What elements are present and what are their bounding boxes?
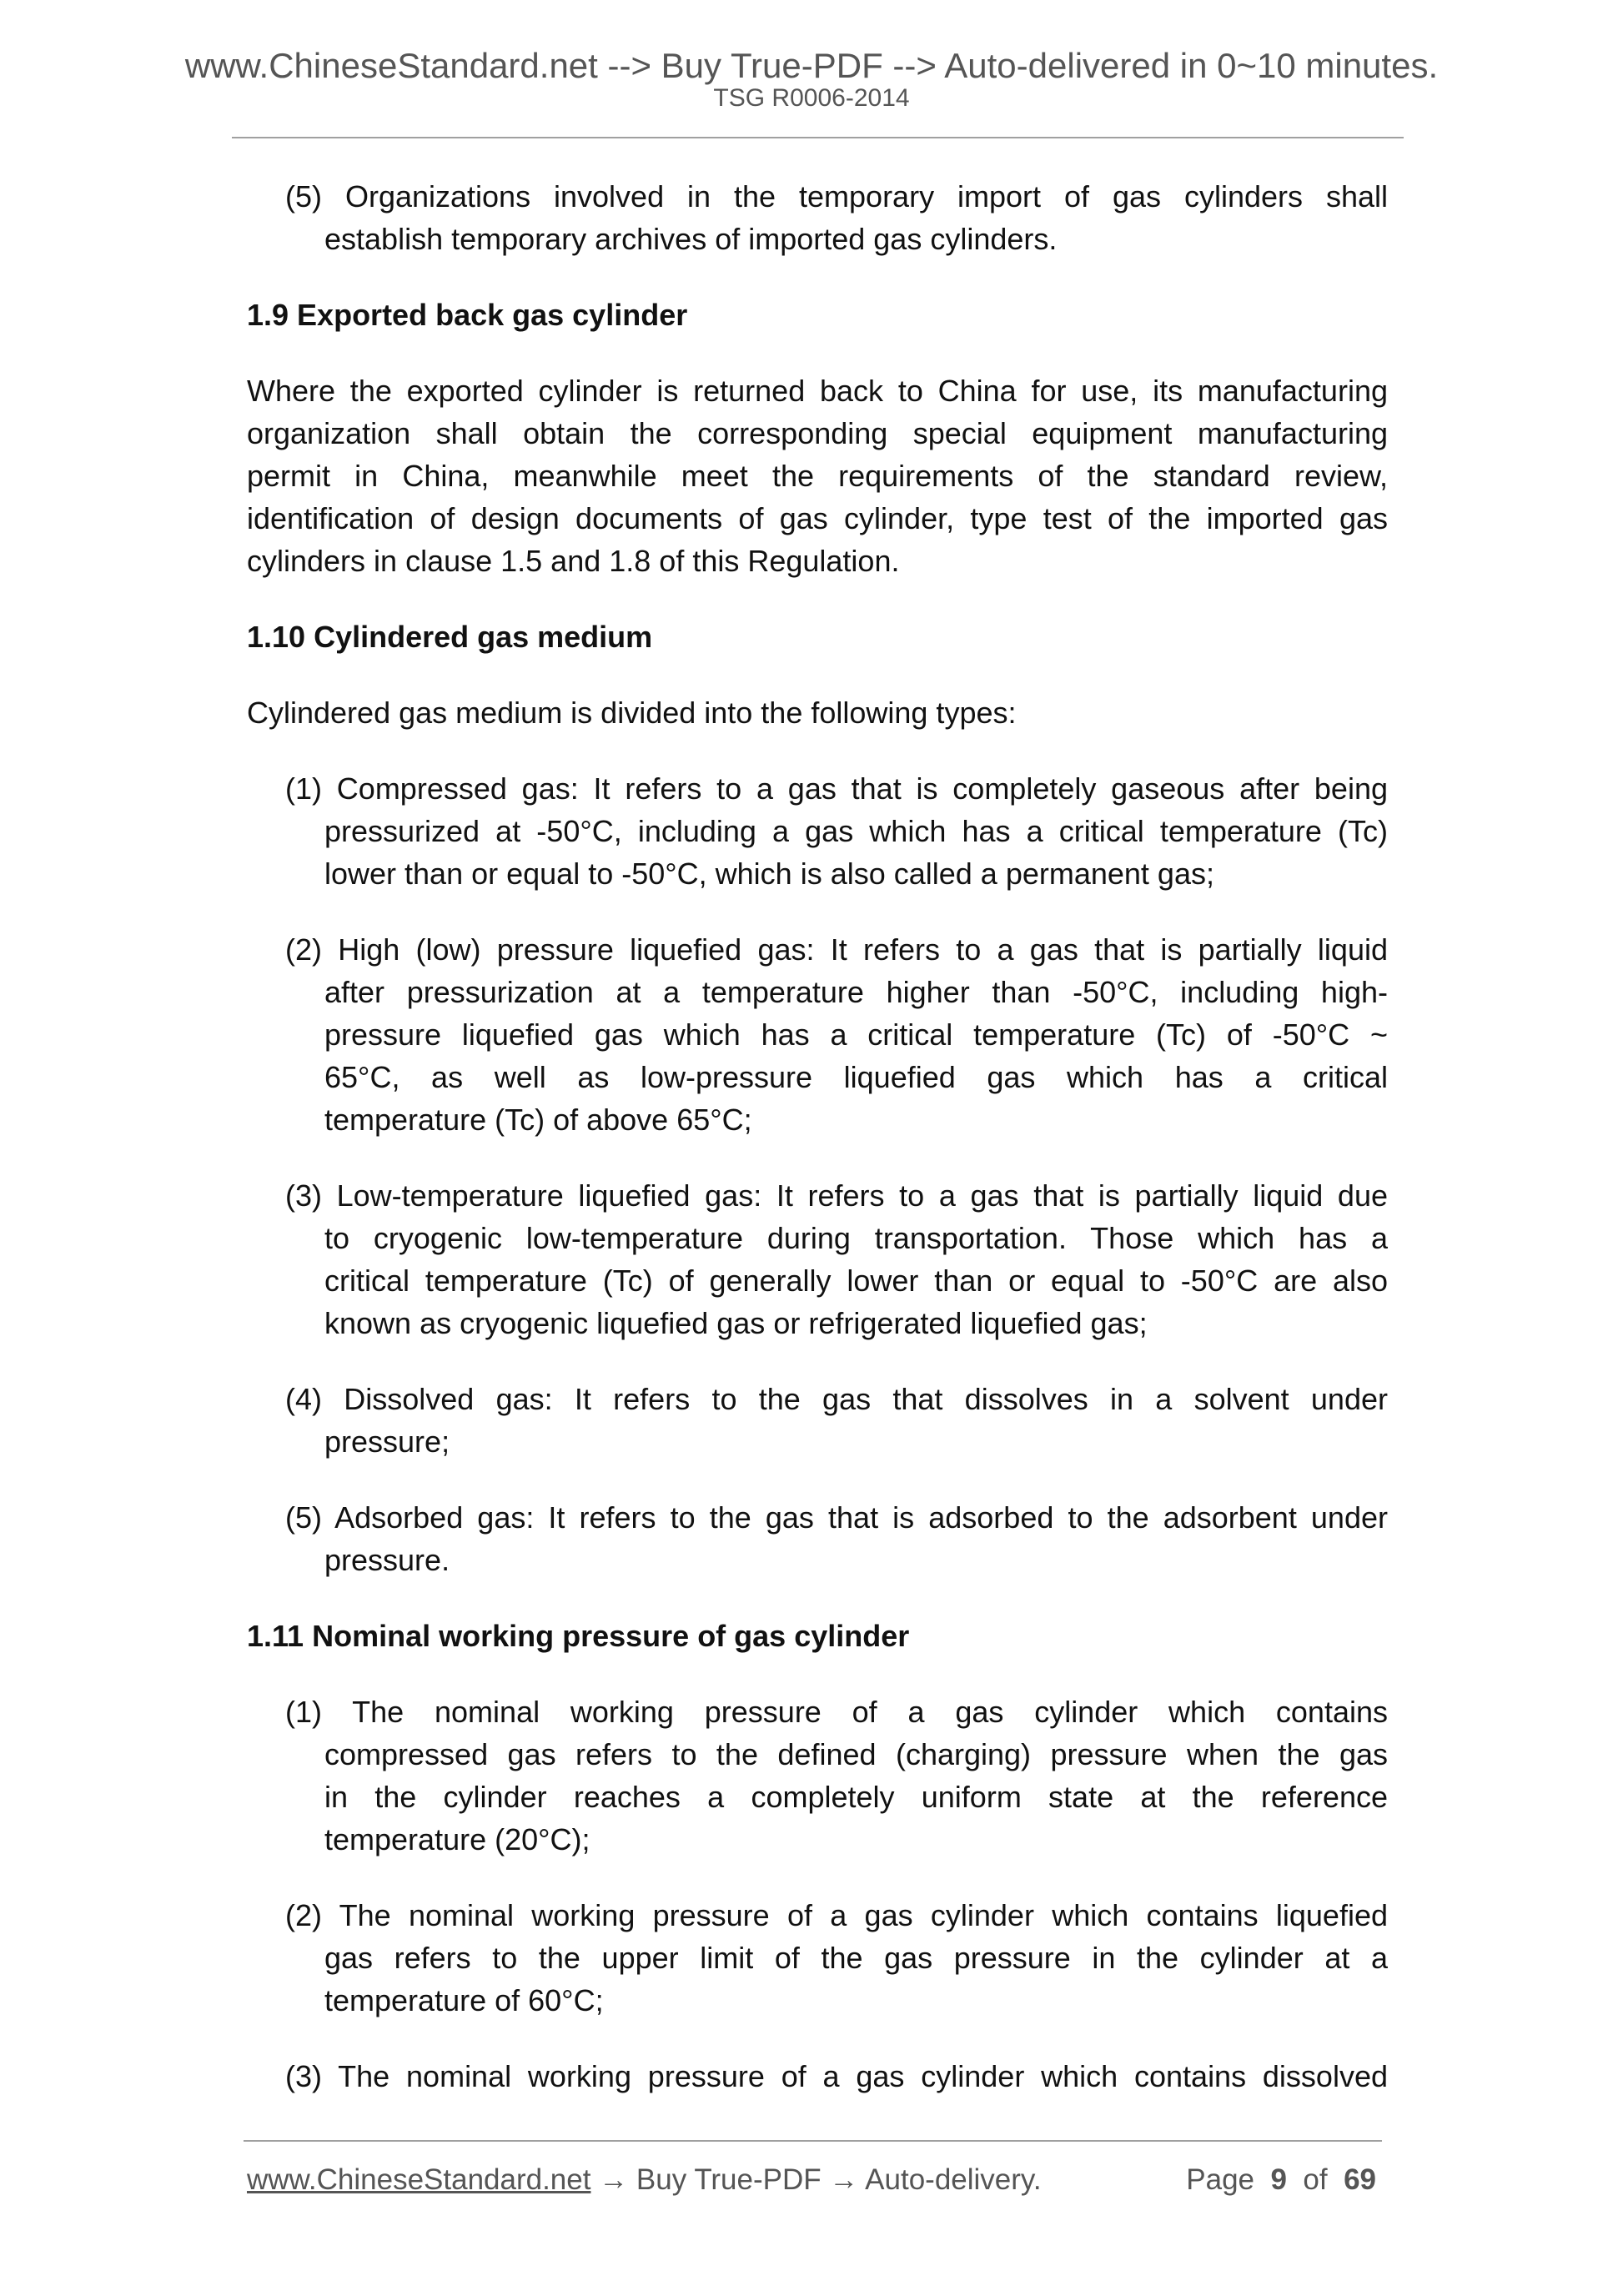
page-number: 9 (1270, 2163, 1287, 2196)
page-label: Page (1186, 2163, 1255, 2196)
text-line: to cryogenic low-temperature during transportation. Those which has a (324, 1221, 1388, 1255)
document-id: TSG R0006-2014 (713, 84, 910, 112)
text-line: compressed gas refers to the defined (charging) pressure when the gas (324, 1737, 1388, 1771)
text-line: lower than or equal to -50°C, which is also called a permanent gas; (324, 857, 1214, 891)
paragraph (247, 369, 1388, 582)
text-line: (3) The nominal working pressure of a gas cylinder which contains dissolved (285, 2059, 1388, 2093)
list-item (247, 1496, 1388, 1581)
list-item (247, 767, 1388, 895)
text-line: temperature (Tc) of above 65°C; (324, 1103, 752, 1137)
text-line: pressure. (324, 1543, 450, 1577)
text-line: temperature of 60°C; (324, 1983, 604, 2017)
text-line: after pressurization at a temperature higher than -50°C, including high- (324, 975, 1388, 1009)
list-item (247, 2055, 1388, 2098)
list-item (247, 1894, 1388, 2022)
text-line: establish temporary archives of imported gas cylinders. (324, 222, 1058, 256)
text-line: (2) The nominal working pressure of a gas cylinder which contains liquefied (285, 1898, 1388, 1932)
text-line: pressure; (324, 1424, 450, 1459)
page-indicator (1186, 2162, 1376, 2198)
text-line: in the cylinder reaches a completely uniform state at the reference (324, 1780, 1388, 1814)
list-item (247, 1691, 1388, 1861)
text-line: known as cryogenic liquefied gas or refrigerated liquefied gas; (324, 1306, 1148, 1340)
list-item (247, 175, 1388, 260)
text-line: (4) Dissolved gas: It refers to the gas that dissolves in a solvent under (285, 1382, 1388, 1416)
text-line: critical temperature (Tc) of generally lower than or equal to -50°C are also (324, 1264, 1388, 1298)
text-line: cylinders in clause 1.5 and 1.8 of this Regulation. (247, 544, 900, 578)
text-line: gas refers to the upper limit of the gas pressure in the cylinder at a (324, 1941, 1388, 1975)
text-line: 1.9 Exported back gas cylinder (247, 298, 688, 332)
text-line: temperature (20°C); (324, 1822, 590, 1856)
text-line: (1) Compressed gas: It refers to a gas that is completely gaseous after being (285, 771, 1388, 806)
document-body (247, 175, 1388, 2131)
footer-link[interactable]: www.ChineseStandard.net (247, 2163, 591, 2196)
section-heading (247, 294, 1388, 336)
page-total: 69 (1344, 2163, 1376, 2196)
footer (247, 2162, 1376, 2198)
text-line: organization shall obtain the corresponding special equipment manufacturing (247, 416, 1388, 450)
of-label: of (1303, 2163, 1328, 2196)
text-line: permit in China, meanwhile meet the requirements of the standard review, (247, 459, 1388, 493)
section-heading (247, 1615, 1388, 1657)
text-line: (2) High (low) pressure liquefied gas: It refers to a gas that is partially liquid (285, 932, 1388, 967)
text-line: Where the exported cylinder is returned back to China for use, its manufacturing (247, 374, 1388, 408)
header-divider (232, 137, 1404, 138)
text-line: 65°C, as well as low-pressure liquefied gas which has a critical (324, 1060, 1388, 1094)
text-line: identification of design documents of gas cylinder, type test of the imported gas (247, 501, 1388, 535)
section-heading (247, 615, 1388, 658)
paragraph (247, 691, 1388, 734)
text-line: 1.10 Cylindered gas medium (247, 620, 653, 654)
text-line: (1) The nominal working pressure of a gas cylinder which contains (285, 1695, 1388, 1729)
list-item (247, 1378, 1388, 1463)
footer-divider (244, 2140, 1382, 2142)
list-item (247, 1174, 1388, 1344)
text-line: pressurized at -50°C, including a gas which has a critical temperature (Tc) (324, 814, 1388, 848)
list-item (247, 928, 1388, 1141)
text-line: 1.11 Nominal working pressure of gas cylinder (247, 1619, 910, 1653)
text-line: (5) Organizations involved in the temporary import of gas cylinders shall (285, 179, 1388, 214)
header-banner: www.ChineseStandard.net --> Buy True-PDF --> Auto-delivered in 0~10 minutes. (184, 46, 1439, 85)
text-line: pressure liquefied gas which has a critical temperature (Tc) of -50°C ~ (324, 1017, 1388, 1052)
text-line: (5) Adsorbed gas: It refers to the gas that is adsorbed to the adsorbent under (285, 1500, 1388, 1535)
text-line: (3) Low-temperature liquefied gas: It refers to a gas that is partially liquid due (285, 1178, 1388, 1213)
text-line: Cylindered gas medium is divided into the following types: (247, 696, 1017, 730)
footer-text: → Buy True-PDF → Auto-delivery. (590, 2163, 1042, 2196)
